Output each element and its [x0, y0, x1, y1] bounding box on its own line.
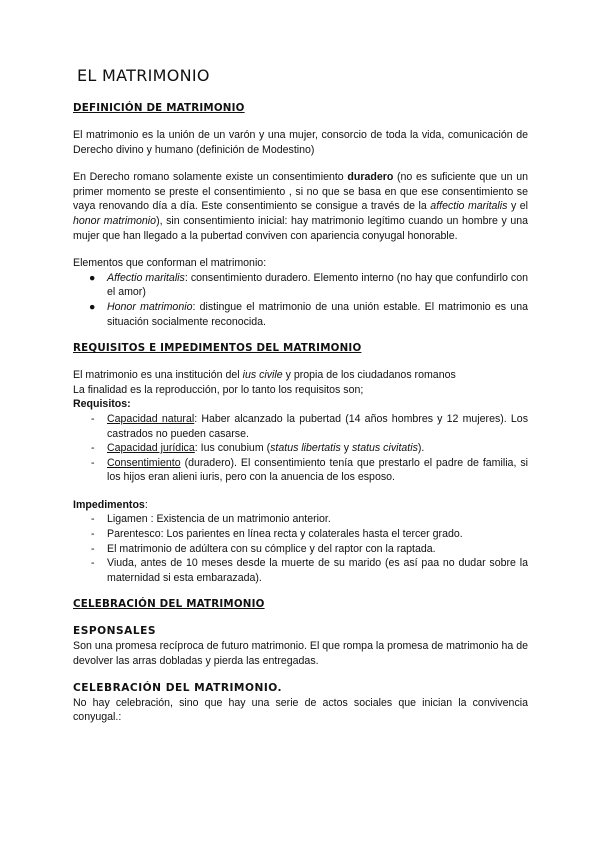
requisitos-label [73, 397, 528, 412]
dash-marker: - [91, 542, 95, 555]
bullet-marker: ● [89, 271, 96, 284]
text-run: y el [507, 200, 529, 213]
bold-label: Requisitos: [73, 398, 131, 411]
italic-term: honor matrimonio [73, 214, 157, 227]
requisitos-intro [73, 368, 528, 383]
list-item [73, 542, 528, 557]
italic-term: Honor matrimonio [107, 300, 193, 313]
italic-term: affectio maritalis [430, 200, 508, 213]
document-title: EL MATRIMONIO [77, 66, 210, 85]
list-item-text: Parentesco: Los parientes en línea recta y colaterales hasta el tercer grado. [107, 528, 463, 541]
list-item-text: : distingue el matrimonio de una unión estable. El matrimonio es una situación socialmente reconocida. [107, 300, 528, 328]
underlined-term: Consentimiento [107, 456, 181, 469]
italic-term: ius civile [242, 369, 283, 382]
list-item-text: (duradero). El consentimiento tenía que prestarlo el padre de familia, si los hijos eran alieni iuris, pero con la anuencia de los esposo. [107, 456, 528, 484]
subheading-esponsales: ESPONSALES [73, 625, 156, 638]
dash-marker: - [91, 528, 95, 541]
esponsales-paragraph: Son una promesa recíproca de futuro matrimonio. El que rompa la promesa de matrimonio ha de devolver las arras dobladas y pierda las entregadas. [73, 640, 528, 667]
subheading-celebracion: CELEBRACIÓN DEL MATRIMONIO. [73, 682, 283, 695]
dash-marker: - [91, 456, 95, 469]
derecho-romano-paragraph [73, 170, 528, 243]
list-item [73, 300, 528, 329]
list-item-text: El matrimonio de adúltera con su cómplice y del raptor con la raptada. [107, 542, 436, 555]
list-item-text: Viuda, antes de 10 meses desde la muerte de su marido (es así paa no dudar sobre la maternidad si esta embarazada). [107, 557, 528, 584]
requisitos-intro-2: La finalidad es la reproducción, por lo tanto los requisitos son; [73, 383, 364, 396]
section-heading-celebracion: CELEBRACIÓN DEL MATRIMONIO [73, 598, 265, 611]
text-run: ), sin consentimiento inicial: hay matrimonio legítimo cuando un hombre y una mujer que han llegado a la pubertad conviven con apariencia conyugal honorable. [73, 214, 528, 242]
bullet-marker: ● [89, 300, 96, 313]
list-item [73, 512, 528, 527]
list-item-text: : Ius conubium ( [194, 442, 271, 455]
section-heading-requisitos: REQUISITOS E IMPEDIMENTOS DEL MATRIMONIO [73, 342, 362, 355]
italic-term: status libertatis [270, 442, 341, 455]
bold-label: Impedimentos [73, 498, 145, 511]
dash-marker: - [91, 412, 95, 425]
celebracion-paragraph: No hay celebración, sino que hay una serie de actos sociales que inician la convivencia conyugal.: [73, 696, 528, 724]
italic-term: status civitatis [351, 442, 418, 455]
definicion-paragraph: El matrimonio es la unión de un varón y una mujer, consorcio de toda la vida, comunicación de Derecho divino y humano (definición de Modestino) [73, 129, 528, 156]
text-run: ). [417, 442, 425, 455]
list-item-text: : Haber alcanzado la pubertad (14 años hombres y 12 mujeres). Los castrados no pueden casarse. [107, 412, 528, 440]
text-run: y propia de los ciudadanos romanos [282, 369, 456, 382]
section-heading-definicion: DEFINICIÓN DE MATRIMONIO [73, 102, 245, 114]
requisitos-list [73, 412, 528, 485]
elements-intro: Elementos que conforman el matrimonio: [73, 257, 267, 270]
underlined-term: Capacidad natural [107, 412, 195, 425]
text-run: En Derecho romano solamente existe un consentimiento [73, 171, 348, 184]
list-item [73, 271, 528, 300]
list-item [73, 556, 528, 585]
list-item [73, 456, 528, 485]
dash-marker: - [91, 442, 95, 455]
text-run: (no es suficiente que un un primer momento se preste el consentimiento , si no que se basa en que ese consentimiento se vaya renovando día a día. Este consentimiento se consigue a través de la [73, 171, 528, 213]
bold-term-duradero: duradero [347, 171, 394, 184]
text-run: y [340, 442, 352, 455]
list-item [73, 527, 528, 542]
text-run: El matrimonio es una institución del [73, 369, 243, 382]
list-item [73, 441, 528, 456]
list-item-text: Ligamen : Existencia de un matrimonio anterior. [107, 513, 331, 526]
elements-list [73, 271, 528, 329]
underlined-term: Capacidad jurídica [107, 442, 195, 455]
dash-marker: - [91, 513, 95, 526]
list-item [73, 412, 528, 441]
text-run: : [144, 498, 148, 511]
list-item-text: : consentimiento duradero. Elemento interno (no hay que confundirlo con el amor) [107, 271, 528, 299]
impedimentos-list [73, 512, 528, 585]
document-page [73, 66, 528, 725]
dash-marker: - [91, 557, 95, 570]
italic-term: Affectio maritalis [107, 271, 185, 284]
impedimentos-label [73, 498, 528, 513]
